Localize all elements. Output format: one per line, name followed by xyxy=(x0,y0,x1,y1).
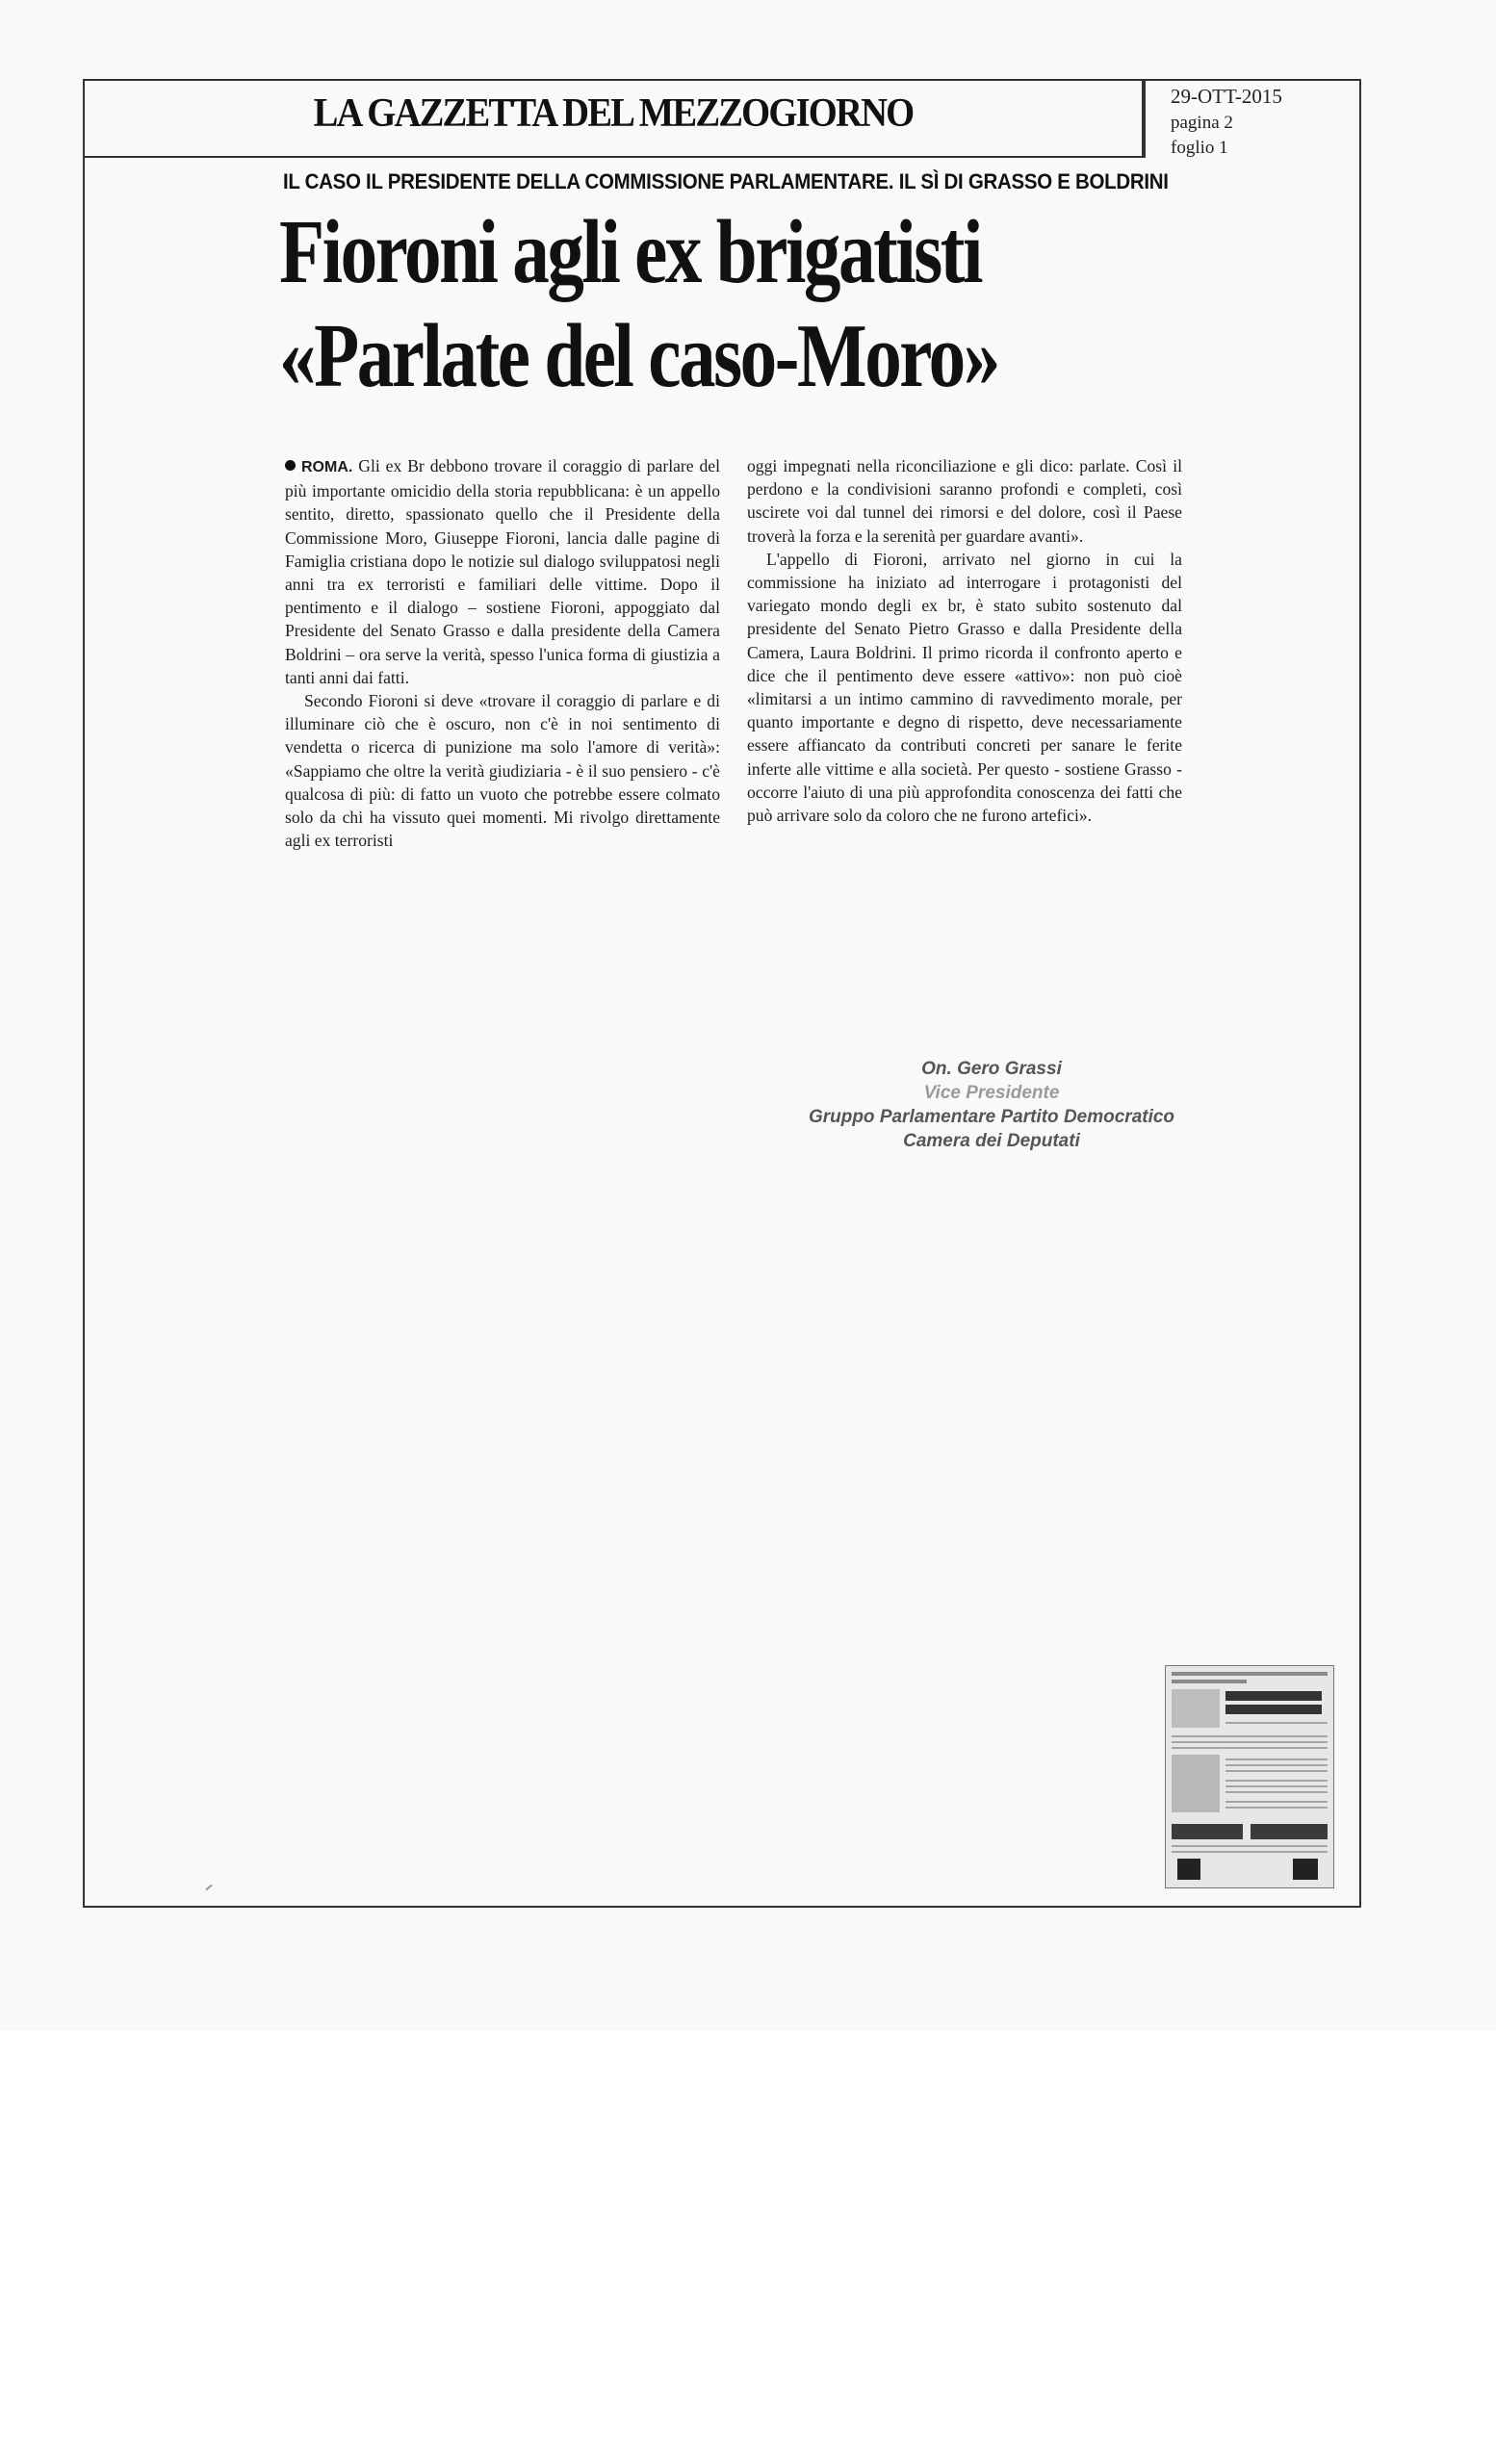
dateline: ROMA. xyxy=(301,459,353,475)
sheet-number: foglio 1 xyxy=(1171,138,1228,158)
article-headline xyxy=(279,200,1021,408)
article-column-right xyxy=(747,454,1182,827)
paragraph: oggi impegnati nella riconciliazione e gli dico: parlate. Così il perdono e la condivisioni saranno profondi e completi, così uscirete voi dal tunnel dei rimorsi e del dolore, così il Paese troverà la forza e la serenità per guardare avanti». xyxy=(747,456,1182,546)
publication-date: 29-OTT-2015 xyxy=(1171,85,1282,108)
paragraph: Secondo Fioroni si deve «trovare il coraggio di parlare e di illuminare ciò che è oscuro, non c'è in noi sentimento di vendetta o ricerca di punizione ma solo l'amore di verità»: «Sappiamo che oltre la verità giudiziaria - è il suo pensiero - c'è qualcosa di più: di fatto un vuoto che potrebbe essere colmato solo da chi ha vissuto quei momenti. Mi rivolgo direttamente agli ex terroristi xyxy=(285,691,720,851)
bullet-icon xyxy=(285,460,296,471)
signature-name: On. Gero Grassi xyxy=(921,1059,1062,1079)
signature-block xyxy=(770,1057,1213,1153)
paragraph xyxy=(285,454,720,689)
article-kicker: IL CASO IL PRESIDENTE DELLA COMMISSIONE PARLAMENTARE. IL SÌ DI GRASSO E BOLDRINI xyxy=(283,169,1169,193)
date-block xyxy=(1144,81,1359,158)
headline-line-2: «Parlate del caso-Moro» xyxy=(279,306,998,406)
signature-role: Vice Presidente xyxy=(923,1083,1060,1103)
signature-group: Gruppo Parlamentare Partito Democratico xyxy=(808,1107,1175,1127)
article-column-left xyxy=(285,454,720,852)
headline-line-1: Fioroni agli ex brigatisti xyxy=(279,202,981,302)
newspaper-page-thumbnail-icon xyxy=(1165,1665,1334,1888)
masthead xyxy=(85,81,1144,158)
newspaper-logo: LA GAZZETTA DEL MEZZOGIORNO xyxy=(313,91,914,136)
page-number: pagina 2 xyxy=(1171,113,1233,133)
paragraph-text: Gli ex Br debbono trovare il coraggio di parlare del più importante omicidio della storia repubblicana: è un appello sentito, diretto, spassionato quello che il Presidente della Commissione Moro, Giuseppe Fioroni, lancia dalle pagine di Famiglia cristiana dopo le notizie sul dialogo sviluppatosi negli anni tra ex terroristi e familiari delle vittime. Dopo il pentimento e il dialogo – sostiene Fioroni, appoggiato dal Presidente del Senato Grasso e dalla presidente della Camera Boldrini – ora serve la verità, spesso l'unica forma di giustizia a tanti anni dai fatti. xyxy=(285,456,721,687)
signature-chamber: Camera dei Deputati xyxy=(903,1131,1080,1151)
paragraph: L'appello di Fioroni, arrivato nel giorno in cui la commissione ha iniziato ad interrogare i protagonisti del variegato mondo degli ex br, è stato subito sostenuto dal presidente del Senato Pietro Grasso e dalla Presidente della Camera, Laura Boldrini. Il primo ricorda il confronto aperto e dice che il pentimento deve essere «attivo»: non può cioè «limitarsi a un intimo cammino di ravvedimento morale, per quanto importante e degno di rispetto, deve necessariamente essere affiancato da contributi concreti per sanare le ferite inferte alle vittime e alla società. Per questo - sostiene Grasso - occorre l'aiuto di una più approfondita conoscenza dei fatti che può arrivare solo da coloro che ne furono artefici». xyxy=(747,549,1182,826)
